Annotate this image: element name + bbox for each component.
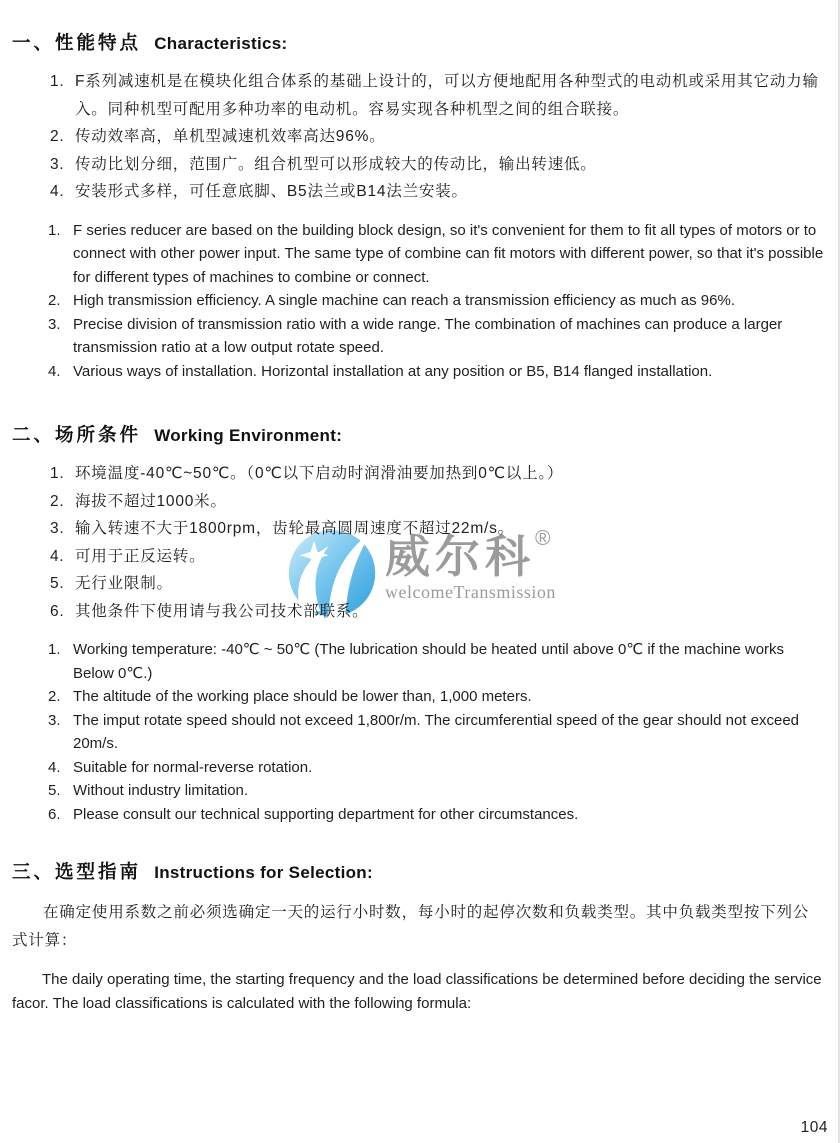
- item-text: The altitude of the working place should be lower than, 1,000 meters.: [73, 688, 532, 705]
- list-item: [50, 570, 824, 598]
- item-number: 6.: [50, 602, 65, 620]
- item-number: 1.: [50, 73, 65, 90]
- environment-list-en: [48, 638, 824, 826]
- item-text: Working temperature: -40℃ ~ 50℃ (The lubrication should be heated until above 0℃ if the machine works Below 0℃.): [73, 641, 785, 682]
- item-number: 3.: [50, 520, 65, 537]
- item-number: 3.: [48, 711, 61, 729]
- item-number: 4.: [48, 758, 61, 776]
- item-number: 4.: [50, 183, 65, 200]
- item-text: 传动效率高，单机型减速机效率高达96%。: [75, 128, 386, 145]
- list-item: [48, 756, 824, 780]
- section-1-heading-en: Characteristics:: [154, 34, 288, 53]
- item-number: 4.: [50, 547, 65, 565]
- item-text: F series reducer are based on the building block design, so it's convenient for them to fit all types of motors or to connect with other power input. The same type of combine can fit motors with different power, so that it's possible for different types of machines to combine or connect.: [73, 221, 824, 286]
- item-text: Various ways of installation. Horizontal installation at any position or B5, B14 flanged installation.: [73, 362, 713, 380]
- section-2-heading-cn: 二、场所条件: [12, 424, 142, 445]
- list-item: [48, 360, 824, 384]
- brand-name-cn: 威尔科: [385, 531, 536, 582]
- item-text: 海拔不超过1000米。: [75, 492, 227, 510]
- item-number: 5.: [48, 782, 61, 799]
- list-item: [50, 123, 824, 151]
- environment-list-cn: [50, 460, 824, 625]
- section-working-environment: [12, 421, 824, 826]
- item-text: 输入转速不大于1800rpm，齿轮最高圆周速度不超过22m/s。: [75, 520, 514, 537]
- section-2-heading: [12, 421, 824, 447]
- selection-paragraph-cn: 在确定使用系数之前必须选确定一天的运行小时数，每小时的起停次数和负载类型。其中负载类型按下列公式计算：: [12, 904, 810, 949]
- brand-name-en: welcomeTransmission: [385, 582, 556, 602]
- list-item: [48, 638, 824, 685]
- item-number: 2.: [50, 492, 65, 510]
- list-item: [48, 803, 824, 827]
- item-number: 3.: [50, 155, 65, 173]
- list-item: [48, 289, 824, 313]
- item-number: 5.: [50, 575, 65, 592]
- section-selection-guide: [12, 858, 824, 1016]
- item-text: 环境温度-40℃~50℃。（0℃以下启动时润滑油要加热到0℃以上。）: [75, 465, 564, 482]
- item-number: 2.: [48, 292, 61, 309]
- item-text: The imput rotate speed should not exceed 1,800r/m. The circumferential speed of the gear should not exceed 20m/s.: [73, 711, 799, 752]
- list-item: [48, 709, 824, 756]
- section-characteristics: [12, 29, 824, 383]
- item-number: 1.: [48, 641, 61, 658]
- list-item: [48, 313, 824, 360]
- section-3-heading-cn: 三、选型指南: [12, 861, 142, 882]
- section-3-heading-en: Instructions for Selection:: [154, 863, 373, 882]
- characteristics-list-en: [48, 219, 824, 384]
- item-text: High transmission efficiency. A single machine can reach a transmission efficiency as much as 96%.: [73, 292, 735, 309]
- list-item: [48, 779, 824, 803]
- list-item: [50, 543, 824, 571]
- item-number: 1.: [50, 465, 65, 482]
- item-text: Without industry limitation.: [73, 782, 249, 799]
- list-item: [48, 685, 824, 709]
- list-item: [50, 515, 824, 543]
- item-text: F系列减速机是在模块化组合体系的基础上设计的，可以方便地配用各种型式的电动机或采用其它动力输入。同种机型可配用多种功率的电动机。容易实现各种机型之间的组合联接。: [75, 73, 819, 118]
- item-number: 2.: [48, 688, 61, 705]
- item-number: 4.: [48, 362, 61, 380]
- item-text: Please consult our technical supporting department for other circumstances.: [73, 805, 579, 823]
- item-text: 传动比划分细，范围广。组合机型可以形成较大的传动比，输出转速低。: [75, 155, 597, 173]
- page-number: 104: [800, 1119, 828, 1136]
- item-text: 可用于正反运转。: [75, 547, 206, 565]
- selection-paragraph-en: The daily operating time, the starting frequency and the load classifications be determined before deciding the service facor. The load classifications is calculated with the following formula:: [12, 971, 822, 1012]
- list-item: [50, 460, 824, 488]
- item-text: 无行业限制。: [75, 575, 173, 592]
- item-text: Precise division of transmission ratio with a wide range. The combination of machines can produce a larger transmission ratio at a low output rotate speed.: [73, 315, 783, 356]
- list-item: [50, 151, 824, 179]
- item-text: 其他条件下使用请与我公司技术部联系。: [75, 602, 369, 620]
- section-1-heading: [12, 29, 824, 55]
- item-number: 2.: [50, 128, 65, 145]
- item-text: 安装形式多样，可任意底脚、B5法兰或B14法兰安装。: [75, 183, 468, 200]
- item-number: 3.: [48, 315, 61, 333]
- item-text: Suitable for normal-reverse rotation.: [73, 758, 313, 776]
- list-item: [50, 598, 824, 626]
- list-item: [50, 68, 824, 123]
- registered-trademark-icon: ®: [535, 527, 551, 550]
- section-2-heading-en: Working Environment:: [154, 426, 343, 445]
- list-item: [48, 219, 824, 290]
- section-1-heading-cn: 一、性能特点: [12, 32, 142, 53]
- list-item: [50, 488, 824, 516]
- characteristics-list-cn: [50, 68, 824, 206]
- section-3-heading: [12, 858, 824, 884]
- item-number: 6.: [48, 805, 61, 823]
- item-number: 1.: [48, 221, 61, 239]
- list-item: [50, 178, 824, 206]
